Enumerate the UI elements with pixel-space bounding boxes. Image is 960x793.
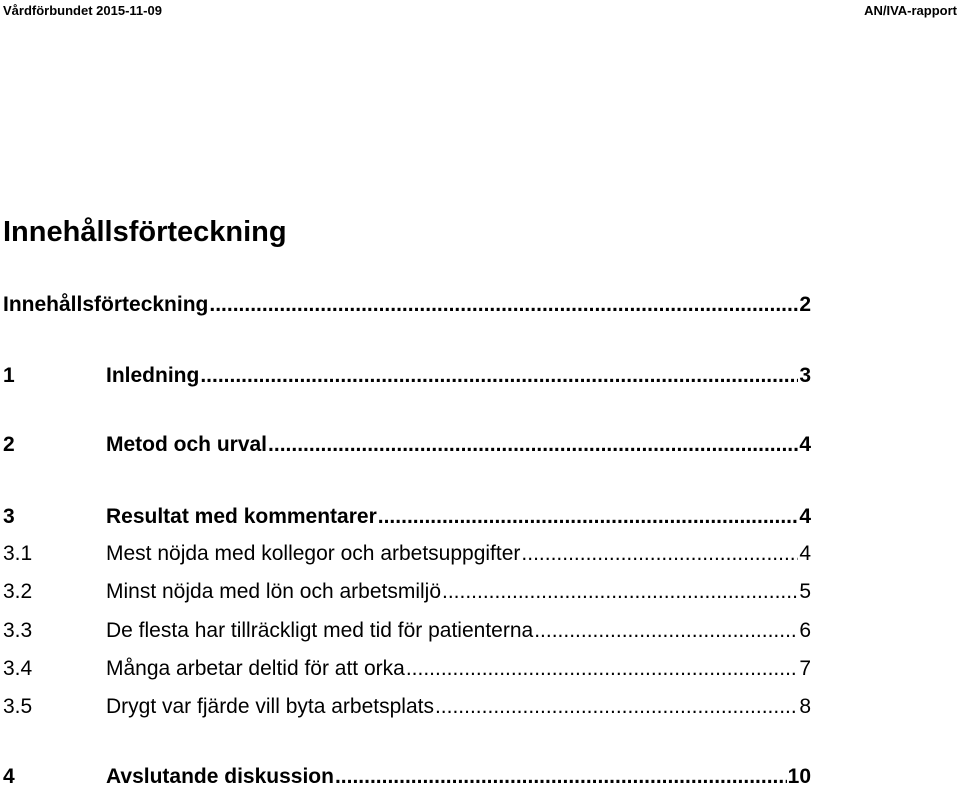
toc-entry-number: 1 [3,364,15,387]
toc-leader-dots [378,501,799,533]
toc-entry-page: 5 [799,580,811,603]
toc-entry-page: 7 [799,657,811,680]
toc-entry-2[interactable] [3,429,811,461]
toc-entry-number: 4 [3,765,15,788]
toc-entry-page: 6 [799,619,811,642]
toc-entry-toc[interactable] [3,289,811,321]
toc-leader-dots [521,538,798,570]
toc-entry-title: Inledning [106,364,200,387]
toc-entry-4[interactable] [3,761,811,793]
toc-entry-3-4[interactable] [3,653,811,685]
toc-entry-title: Avslutande diskussion [106,765,334,788]
toc-leader-dots [435,691,798,723]
toc-entry-title: Drygt var fjärde vill byta arbetsplats [106,695,434,718]
toc-leader-dots [268,429,798,461]
toc-entry-title: Resultat med kommentarer [106,505,377,528]
page-header [3,3,957,21]
toc-entry-title: De flesta har tillräckligt med tid för patienterna [106,619,534,642]
toc-entry-3-3[interactable] [3,615,811,647]
toc-leader-dots [534,615,798,647]
toc-entry-page: 4 [799,433,811,456]
toc-entry-1[interactable] [3,360,811,392]
toc-entry-3-5[interactable] [3,691,811,723]
toc-entry-page: 3 [799,364,811,387]
toc-entry-title: Många arbetar deltid för att orka [106,657,405,680]
toc-leader-dots [335,761,787,793]
toc-entry-page: 10 [787,765,811,788]
toc-entry-number: 3.3 [3,619,33,642]
header-report-name: AN/IVA-rapport [864,3,957,18]
toc-leader-dots [200,360,798,392]
toc-leader-dots [442,576,798,608]
toc-entry-number: 2 [3,433,15,456]
toc-entry-3-1[interactable] [3,538,811,570]
toc-entry-number: 3 [3,505,15,528]
toc-leader-dots [406,653,798,685]
toc-entry-number: 3.2 [3,580,33,603]
toc-entry-title: Mest nöjda med kollegor och arbetsuppgifter [106,542,521,565]
toc-entry-title: Minst nöjda med lön och arbetsmiljö [106,580,441,603]
toc-entry-number: 3.4 [3,657,33,680]
toc-leader-dots [209,289,798,321]
toc-entry-3[interactable] [3,501,811,533]
toc-entry-title: Metod och urval [106,433,268,456]
header-organization-date: Vårdförbundet 2015-11-09 [3,3,162,18]
toc-heading: Innehållsförteckning [3,216,287,248]
toc-entry-3-2[interactable] [3,576,811,608]
toc-entry-page: 4 [799,505,811,528]
toc-entry-number: 3.5 [3,695,33,718]
toc-entry-page: 4 [799,542,811,565]
toc-entry-number: 3.1 [3,542,33,565]
toc-entry-title: Innehållsförteckning [3,293,209,316]
toc-entry-page: 8 [799,695,811,718]
toc-entry-page: 2 [799,293,811,316]
